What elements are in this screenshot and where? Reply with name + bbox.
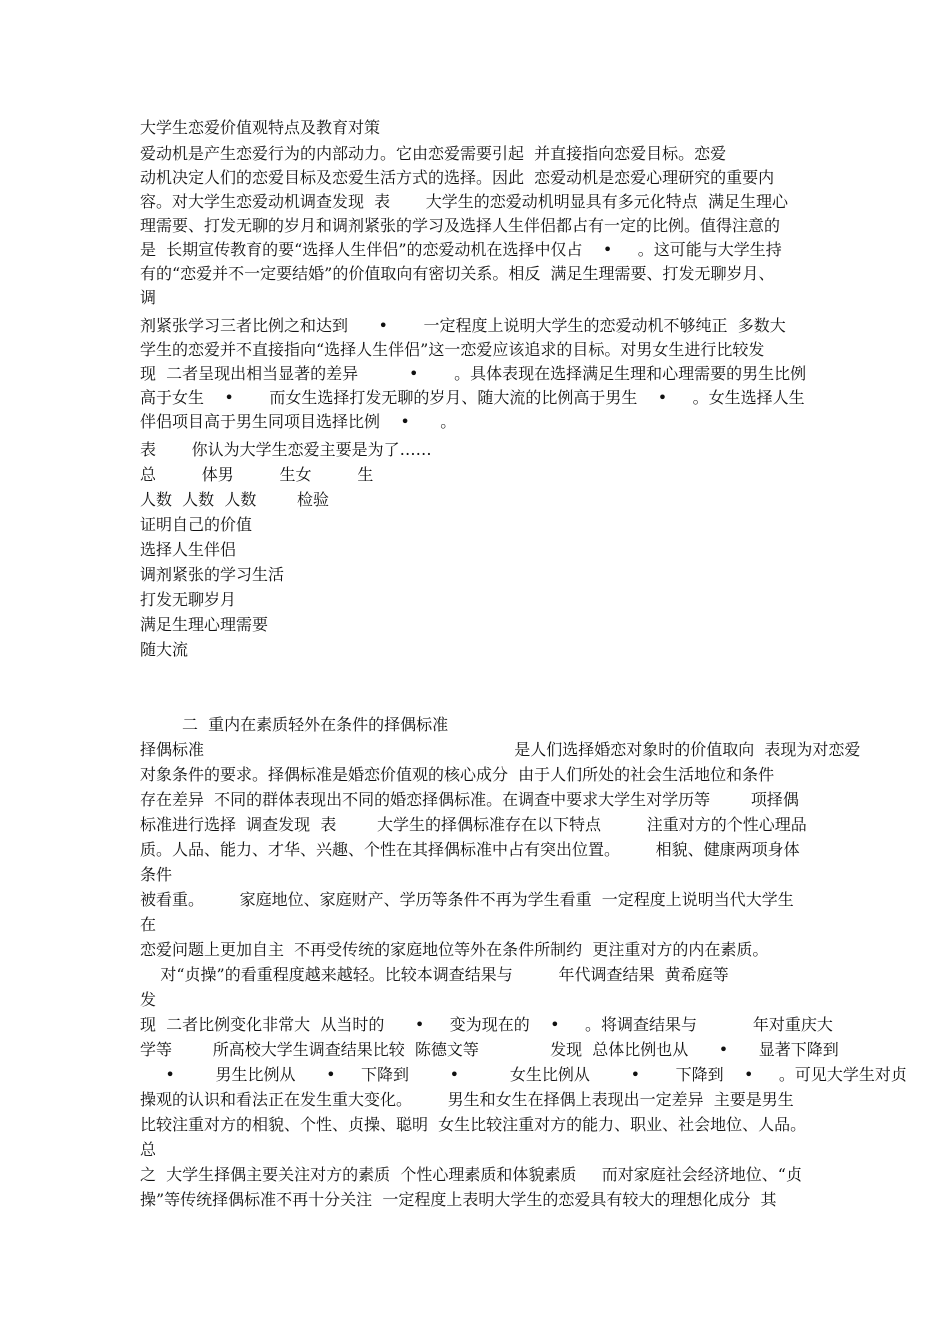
table-header-row: 人数 人数 人数 检验 xyxy=(140,490,330,509)
paragraph-line: 爱动机是产生恋爱行为的内部动力。它由恋爱需要引起 并直接指向恋爱目标。恋爱 xyxy=(140,144,727,163)
table-row-label: 选择人生伴侣 xyxy=(140,540,237,559)
table-header-row: 总 体男 生女 生 xyxy=(140,465,374,484)
paragraph-line: 之 大学生择偶主要关注对方的素质 个性心理素质和体貌素质 而对家庭社会经济地位、“贞 xyxy=(140,1165,802,1184)
paragraph-line: 容。对大学生恋爱动机调查发现 表 大学生的恋爱动机明显具有多元化特点 满足生理心 xyxy=(140,192,788,211)
table-row-label: 随大流 xyxy=(140,640,189,659)
paragraph-line: 质。人品、能力、才华、兴趣、个性在其择偶标准中占有突出位置。 相貌、健康两项身体 xyxy=(140,840,800,859)
paragraph-line: 剂紧张学习三者比例之和达到 • 一定程度上说明大学生的恋爱动机不够纯正 多数大 xyxy=(140,316,786,335)
paragraph-line: 标准进行选择 调查发现 表 大学生的择偶标准存在以下特点 注重对方的个性心理品 xyxy=(140,815,807,834)
paragraph-line: 动机决定人们的恋爱目标及恋爱生活方式的选择。因此 恋爱动机是恋爱心理研究的重要内 xyxy=(140,168,775,187)
paragraph-line: 恋爱问题上更加自主 不再受传统的家庭地位等外在条件所制约 更注重对方的内在素质。 xyxy=(140,940,769,959)
paragraph-line: 在 xyxy=(140,915,157,934)
section-heading: 二 重内在素质轻外在条件的择偶标准 xyxy=(182,715,449,734)
paragraph-line: 条件 xyxy=(140,865,173,884)
table-row-label: 打发无聊岁月 xyxy=(140,590,237,609)
table-row-label: 调剂紧张的学习生活 xyxy=(140,565,285,584)
paragraph-line: 发 xyxy=(140,990,157,1009)
paragraph-line: 学生的恋爱并不直接指向“选择人生伴侣”这一恋爱应该追求的目标。对男女生进行比较发 xyxy=(140,340,765,359)
paragraph-line: 对象条件的要求。择偶标准是婚恋价值观的核心成分 由于人们所处的社会生活地位和条件 xyxy=(140,765,775,784)
paragraph-line: • 男生比例从 • 下降到 • 女生比例从 • 下降到 • 。可见大学生对贞 xyxy=(140,1065,907,1084)
table-row-label: 满足生理心理需要 xyxy=(140,615,269,634)
paragraph-line: 高于女生 • 而女生选择打发无聊的岁月、随大流的比例高于男生 • 。女生选择人生 xyxy=(140,388,805,407)
paragraph-line: 操”等传统择偶标准不再十分关注 一定程度上表明大学生的恋爱具有较大的理想化成分 其 xyxy=(140,1190,777,1209)
paragraph-line: 伴侣项目高于男生同项目选择比例 • 。 xyxy=(140,412,457,431)
paragraph-line: 现 二者比例变化非常大 从当时的 • 变为现在的 • 。将调查结果与 年对重庆大 xyxy=(140,1015,833,1034)
paragraph-line: 择偶标准 是人们选择婚恋对象时的价值取向 表现为对恋爱 xyxy=(140,740,861,759)
paragraph-line: 理需要、打发无聊的岁月和调剂紧张的学习及选择人生伴侣都占有一定的比例。值得注意的 xyxy=(140,216,781,235)
table-caption: 表 你认为大学生恋爱主要是为了…… xyxy=(140,440,432,459)
paragraph-line: 对“贞操”的看重程度越来越轻。比较本调查结果与 年代调查结果 黄希庭等 xyxy=(140,965,729,984)
paragraph-line: 操观的认识和看法正在发生重大变化。 男生和女生在择偶上表现出一定差异 主要是男生 xyxy=(140,1090,794,1109)
paragraph-line: 存在差异 不同的群体表现出不同的婚恋择偶标准。在调查中要求大学生对学历等 项择偶 xyxy=(140,790,799,809)
paragraph-line: 总 xyxy=(140,1140,157,1159)
document-title: 大学生恋爱价值观特点及教育对策 xyxy=(140,118,381,137)
paragraph-line: 比较注重对方的相貌、个性、贞操、聪明 女生比较注重对方的能力、职业、社会地位、人品。 xyxy=(140,1115,807,1134)
paragraph-line: 调 xyxy=(140,288,157,307)
table-row-label: 证明自己的价值 xyxy=(140,515,253,534)
paragraph-line: 学等 所高校大学生调查结果比较 陈德文等 发现 总体比例也从 • 显著下降到 xyxy=(140,1040,839,1059)
paragraph-line: 是 长期宣传教育的要“选择人生伴侣”的恋爱动机在选择中仅占 • 。这可能与大学生持 xyxy=(140,240,782,259)
paragraph-line: 现 二者呈现出相当显著的差异 • 。具体表现在选择满足生理和心理需要的男生比例 xyxy=(140,364,807,383)
paragraph-line: 被看重。 家庭地位、家庭财产、学历等条件不再为学生看重 一定程度上说明当代大学生 xyxy=(140,890,794,909)
paragraph-line: 有的“恋爱并不一定要结婚”的价值取向有密切关系。相反 满足生理需要、打发无聊岁月、 xyxy=(140,264,775,283)
